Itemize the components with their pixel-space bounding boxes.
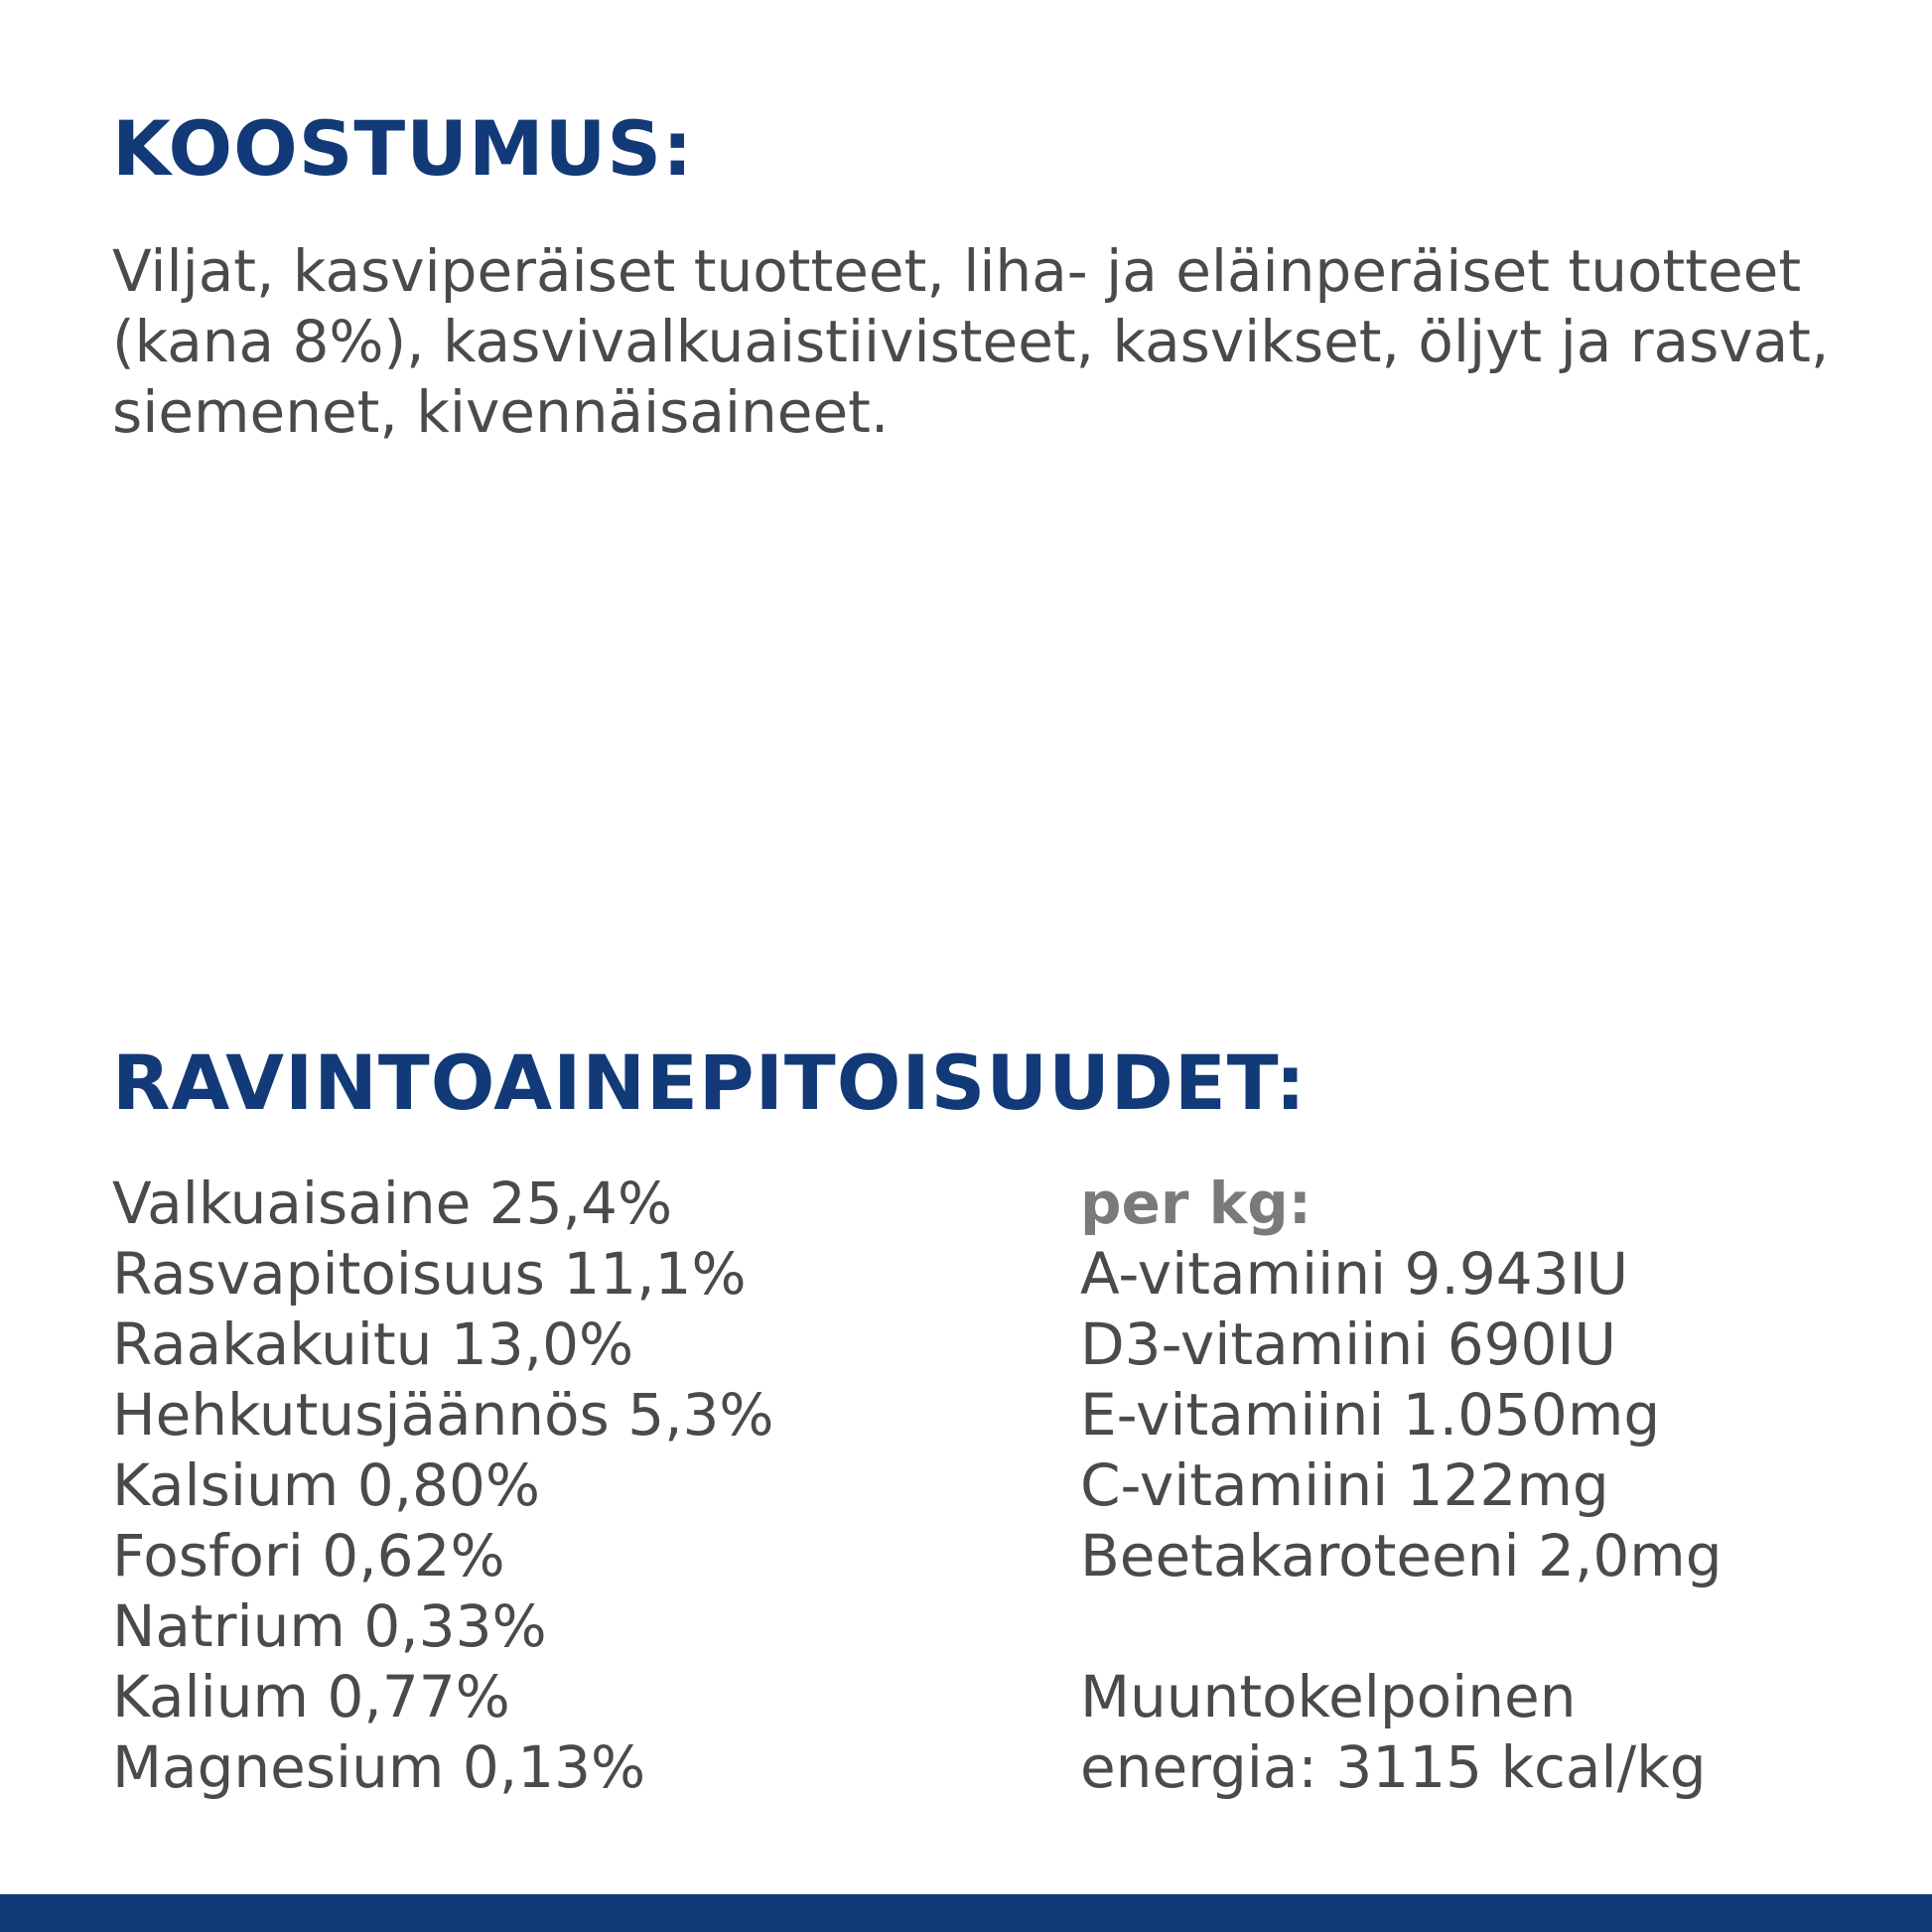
nutrient-fat: Rasvapitoisuus 11,1% — [112, 1240, 747, 1308]
vitamin-a: A-vitamiini 9.943IU — [1080, 1240, 1629, 1308]
beta-carotene: Beetakaroteeni 2,0mg — [1080, 1522, 1723, 1589]
vitamin-c: C-vitamiini 122mg — [1080, 1451, 1609, 1519]
nutrient-fibre: Raakakuitu 13,0% — [112, 1311, 634, 1378]
nutrients-heading: RAVINTOAINEPITOISUUDET: — [112, 1038, 1307, 1127]
vitamin-e: E-vitamiini 1.050mg — [1080, 1381, 1661, 1449]
spacer — [1080, 1591, 1723, 1662]
footer-bar — [0, 1894, 1932, 1932]
nutrient-potassium: Kalium 0,77% — [112, 1663, 510, 1730]
nutrient-sodium: Natrium 0,33% — [112, 1592, 547, 1660]
analytical-constituents-list — [112, 1169, 774, 1803]
composition-text: Viljat, kasviperäiset tuotteet, liha- ja eläinperäiset tuotteet (kana 8%), kasvivalkuaistiivisteet, kasvikset, öljyt ja rasvat, siemenet, kivennäisaineet. — [112, 237, 1830, 446]
vitamin-d3: D3-vitamiini 690IU — [1080, 1311, 1616, 1378]
energy-value: energia: 3115 kcal/kg — [1080, 1733, 1707, 1801]
nutrient-ash: Hehkutusjäännös 5,3% — [112, 1381, 774, 1449]
nutrient-magnesium: Magnesium 0,13% — [112, 1733, 646, 1801]
per-kg-label: per kg: — [1080, 1170, 1311, 1237]
nutrient-calcium: Kalsium 0,80% — [112, 1451, 540, 1519]
nutrient-phosphorus: Fosfori 0,62% — [112, 1522, 505, 1589]
additives-per-kg-list — [1080, 1169, 1723, 1803]
composition-heading: KOOSTUMUS: — [112, 104, 694, 193]
energy-label: Muuntokelpoinen — [1080, 1663, 1577, 1730]
nutrient-protein: Valkuaisaine 25,4% — [112, 1170, 673, 1237]
